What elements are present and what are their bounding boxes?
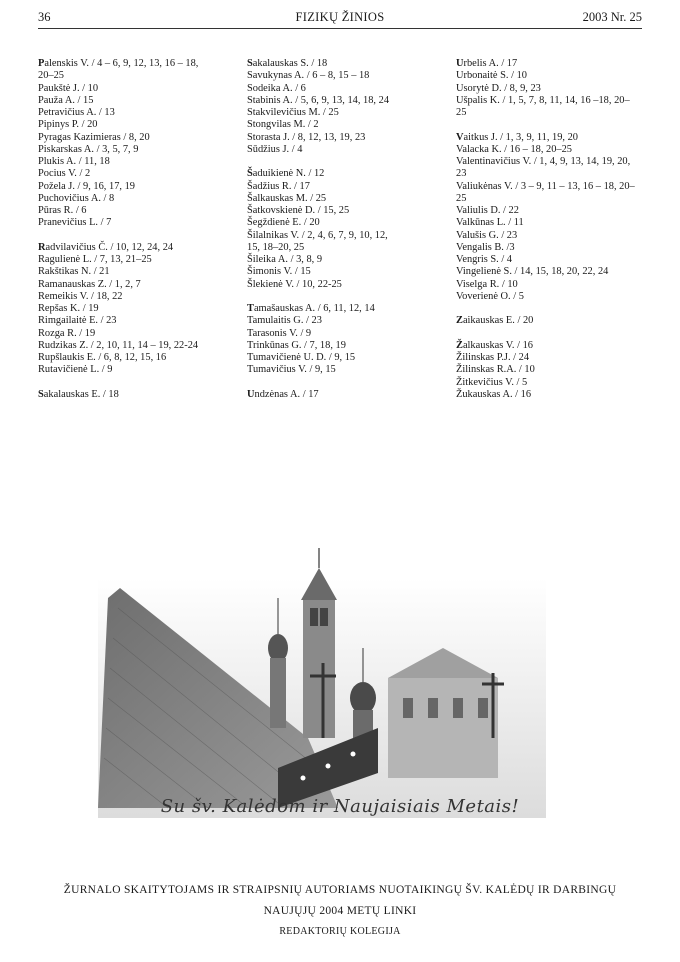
index-gap bbox=[38, 230, 228, 242]
footer-line-1: ŽURNALO SKAITYTOJAMS IR STRAIPSNIŲ AUTORIAMS NUOTAIKINGŲ ŠV. KALĖDŲ IR DARBINGŲ bbox=[63, 884, 617, 896]
index-entry: Stongvilas M. / 2 bbox=[247, 119, 319, 131]
index-letter: Š bbox=[247, 168, 253, 180]
index-entry: Tarasonis V. / 9 bbox=[247, 327, 312, 339]
index-entry: Tamašauskas A. / 6, 11, 12, 14 bbox=[247, 303, 375, 314]
index-entry: Rozga R. / 19 bbox=[38, 327, 96, 339]
footer-editorial-board: REDAKTORIŲ KOLEGIJA bbox=[279, 926, 401, 937]
index-entry: Pyragas Kazimieras / 8, 20 bbox=[38, 131, 150, 143]
index-entry: Rakštikas N. / 21 bbox=[38, 266, 110, 278]
index-letter: S bbox=[38, 388, 44, 400]
index-letter: S bbox=[247, 58, 253, 69]
index-entry: Valušis G. / 23 bbox=[456, 229, 518, 241]
issue-label: 2003 Nr. 25 bbox=[582, 10, 642, 24]
index-entry: Valkūnas L. / 11 bbox=[456, 217, 524, 229]
index-entry: Puchovičius A. / 8 bbox=[38, 192, 115, 204]
index-entry: Šilalnikas V. / 2, 4, 6, 7, 9, 10, 12, bbox=[247, 229, 388, 241]
index-entry: Palenskis V. / 4 – 6, 9, 12, 13, 16 – 18, bbox=[38, 58, 199, 69]
index-entry: Vingelienė S. / 14, 15, 18, 20, 22, 24 bbox=[456, 266, 609, 278]
index-entry: Petravičius A. / 13 bbox=[38, 107, 115, 118]
index-entry: Trinkūnas G. / 7, 18, 19 bbox=[247, 339, 346, 351]
index-gap bbox=[247, 156, 437, 168]
index-entry: Ragulienė L. / 7, 13, 21–25 bbox=[38, 254, 152, 265]
greeting-text: Su šv. Kalėdom ir Naujaisiais Metais! bbox=[160, 796, 520, 817]
index-entry: Viselga R. / 10 bbox=[456, 278, 518, 290]
index-entry: Šegždienė E. / 20 bbox=[247, 217, 320, 229]
index-entry: Zaikauskas E. / 20 bbox=[456, 315, 534, 327]
index-entry: Valiulis D. / 22 bbox=[456, 205, 519, 216]
index-gap bbox=[456, 303, 656, 315]
index-entry: Pipinys P. / 20 bbox=[38, 119, 98, 131]
index-entry: Valiukėnas V. / 3 – 9, 11 – 13, 16 – 18, 20– bbox=[456, 180, 635, 192]
index-entry: Remeikis V. / 18, 22 bbox=[38, 290, 123, 302]
index-entry: Žitkevičius V. / 5 bbox=[456, 376, 528, 388]
index-entry: Storasta J. / 8, 12, 13, 19, 23 bbox=[247, 131, 366, 143]
index-entry: Šileika A. / 3, 8, 9 bbox=[247, 254, 323, 265]
index-entry: 15, 18–20, 25 bbox=[247, 241, 305, 253]
index-gap bbox=[456, 328, 656, 340]
index-entry: Ramanauskas Z. / 1, 2, 7 bbox=[38, 278, 141, 290]
church-facade bbox=[388, 678, 498, 778]
index-letter: R bbox=[38, 241, 46, 253]
index-entry: Stabinis A. / 5, 6, 9, 13, 14, 18, 24 bbox=[247, 94, 390, 106]
index-letter: U bbox=[247, 388, 255, 400]
christmas-illustration bbox=[98, 538, 546, 828]
index-column-1 bbox=[38, 58, 228, 401]
index-entry: Šadžius R. / 17 bbox=[247, 180, 310, 192]
index-entry: Rutavičienė L. / 9 bbox=[38, 364, 113, 376]
index-entry: Žilinskas P.J. / 24 bbox=[456, 352, 530, 363]
header-rule bbox=[38, 28, 642, 29]
index-letter: Ž bbox=[456, 339, 463, 351]
index-entry: Vengris S. / 4 bbox=[456, 254, 512, 265]
index-entry: Plukis A. / 11, 18 bbox=[38, 156, 110, 167]
index-letter: T bbox=[247, 303, 254, 314]
index-entry: Žalkauskas V. / 16 bbox=[456, 339, 533, 351]
index-letter: Z bbox=[456, 315, 463, 327]
index-entry: Pranevičius L. / 7 bbox=[38, 217, 112, 229]
index-entry: Piskarskas A. / 3, 5, 7, 9 bbox=[38, 143, 139, 155]
index-entry: Šalkauskas M. / 25 bbox=[247, 192, 327, 204]
index-entry: Paukštė J. / 10 bbox=[38, 82, 99, 94]
index-entry: Repšas K. / 19 bbox=[38, 303, 99, 314]
footer-line-2: NAUJŲJŲ 2004 METŲ LINKI bbox=[263, 905, 417, 917]
index-entry: Rupšlaukis E. / 6, 8, 12, 15, 16 bbox=[38, 352, 167, 363]
index-entry: Požela J. / 9, 16, 17, 19 bbox=[38, 180, 135, 192]
index-entry: Žilinskas R.A. / 10 bbox=[456, 364, 535, 376]
index-entry: Pauža A. / 15 bbox=[38, 94, 94, 106]
page-header bbox=[38, 10, 642, 28]
index-entry: Sūdžius J. / 4 bbox=[247, 143, 303, 155]
index-gap bbox=[247, 377, 437, 389]
page-number: 36 bbox=[38, 10, 51, 24]
index-gap bbox=[247, 291, 437, 303]
index-entry: Tumavičius V. / 9, 15 bbox=[247, 364, 336, 376]
index-gap bbox=[456, 119, 656, 131]
index-letter: P bbox=[38, 58, 45, 69]
index-entry: Sodeika A. / 6 bbox=[247, 82, 306, 94]
index-entry: Tumavičienė U. D. / 9, 15 bbox=[247, 352, 356, 363]
index-entry: Ušpalis K. / 1, 5, 7, 8, 11, 14, 16 –18, 20– bbox=[456, 94, 630, 106]
index-entry: Radvilavičius Č. / 10, 12, 24, 24 bbox=[38, 241, 174, 253]
index-column-2 bbox=[247, 58, 437, 401]
index-entry: Šatkovskienė D. / 15, 25 bbox=[247, 205, 350, 216]
index-entry: Sakalauskas E. / 18 bbox=[38, 388, 119, 400]
index-entry: 25 bbox=[456, 107, 467, 118]
index-entry: Vaitkus J. / 1, 3, 9, 11, 19, 20 bbox=[456, 131, 579, 143]
index-entry: Undzėnas A. / 17 bbox=[247, 388, 319, 400]
index-entry: Stakvilevičius M. / 25 bbox=[247, 107, 339, 118]
index-entry: Žukauskas A. / 16 bbox=[456, 388, 532, 400]
index-gap bbox=[38, 377, 228, 389]
index-entry: Urbelis A. / 17 bbox=[456, 58, 518, 69]
bell-tower bbox=[303, 598, 335, 738]
index-entry: Šaduikienė N. / 12 bbox=[247, 168, 325, 180]
index-entry: Pūras R. / 6 bbox=[38, 205, 87, 216]
index-entry: Rudzikas Z. / 2, 10, 11, 14 – 19, 22-24 bbox=[38, 339, 199, 351]
index-entry: Rimgailaitė E. / 23 bbox=[38, 315, 117, 327]
index-entry: 20–25 bbox=[38, 70, 64, 82]
journal-title: FIZIKŲ ŽINIOS bbox=[295, 10, 385, 24]
index-entry: Šimonis V. / 15 bbox=[247, 266, 311, 278]
index-entry: Sakalauskas S. / 18 bbox=[247, 58, 328, 69]
index-entry: Vengalis B. /3 bbox=[456, 241, 515, 253]
index-entry: 23 bbox=[456, 168, 467, 180]
index-entry: Šlekienė V. / 10, 22-25 bbox=[247, 278, 342, 290]
index-entry: Tamulaitis G. / 23 bbox=[247, 315, 322, 327]
index-entry: Valentinavičius V. / 1, 4, 9, 13, 14, 19, 20, bbox=[456, 156, 631, 167]
index-column-3 bbox=[456, 58, 656, 401]
index-entry: Voverienė O. / 5 bbox=[456, 290, 524, 302]
index-entry: Valacka K. / 16 – 18, 20–25 bbox=[456, 143, 573, 155]
index-letter: U bbox=[456, 58, 464, 69]
index-letter: V bbox=[456, 131, 464, 143]
index-entry: Savukynas A. / 6 – 8, 15 – 18 bbox=[247, 70, 370, 82]
index-entry: Pocius V. / 2 bbox=[38, 168, 91, 180]
index-entry: Usorytė D. / 8, 9, 23 bbox=[456, 82, 541, 94]
index-entry: 25 bbox=[456, 192, 467, 204]
index-entry: Urbonaitė S. / 10 bbox=[456, 70, 527, 82]
